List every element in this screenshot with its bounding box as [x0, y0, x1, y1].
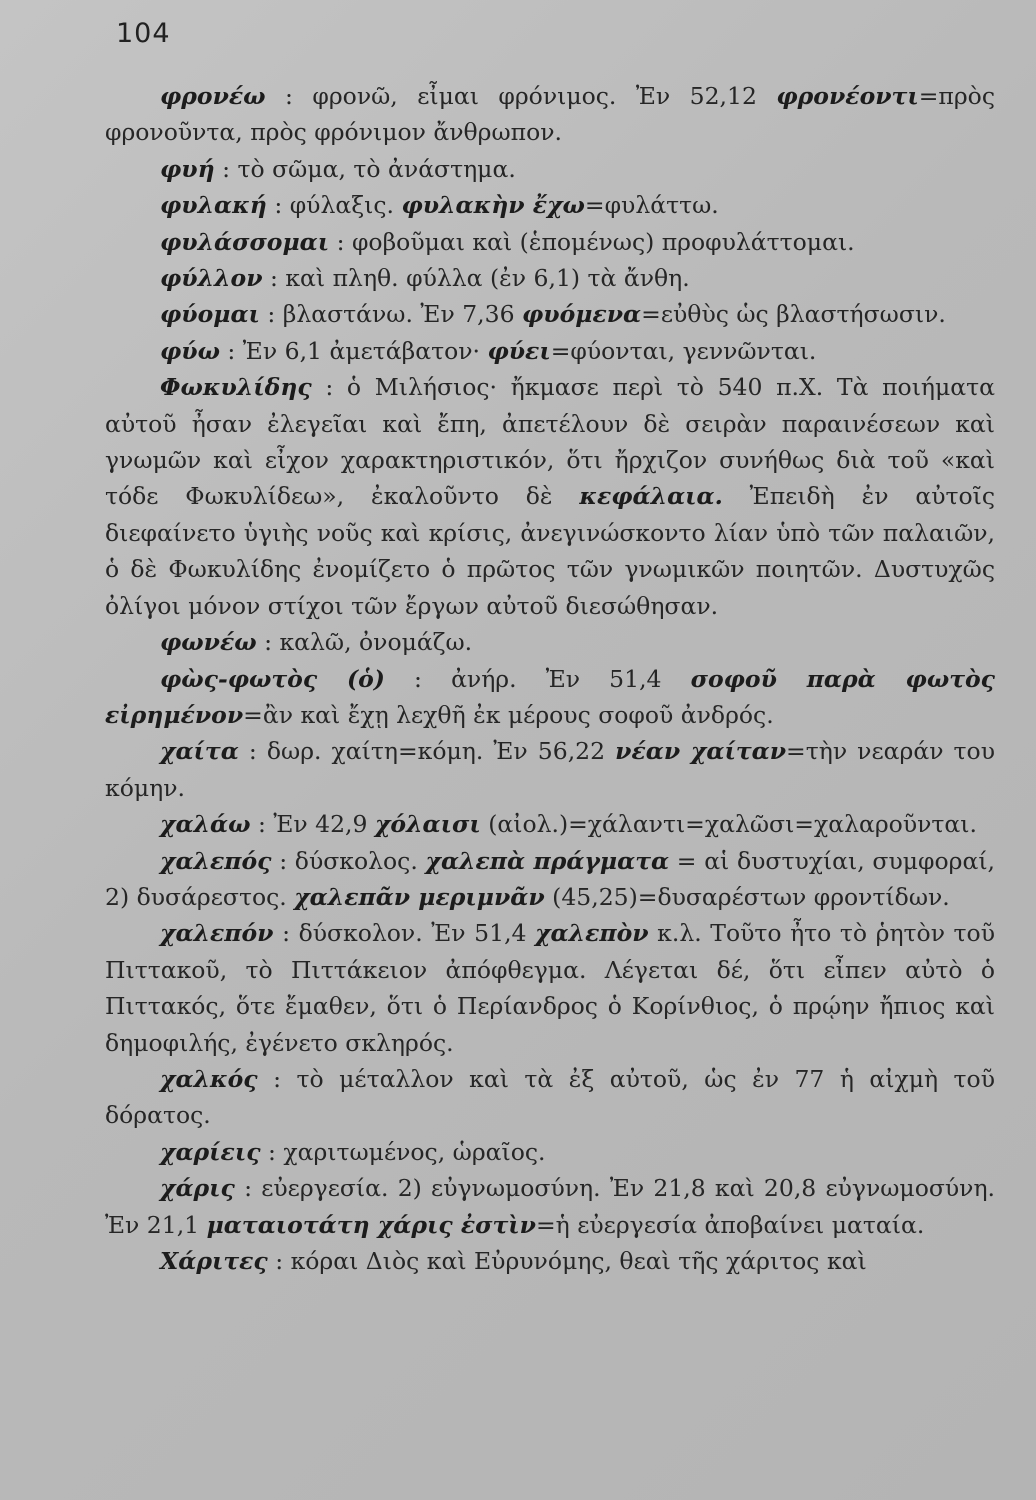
entry-headword: Χάριτες [160, 1247, 268, 1275]
quoted-phrase: σοφοῦ παρὰ φωτὸς εἰρημένον [105, 664, 995, 729]
definition-text: : δύσκολον. Ἐν 51,4 [273, 919, 536, 948]
definition-text: : εὐεργεσία. 2) εὐγνωμοσύνη. Ἐν 21,8 καὶ 20,8 εὐγνωμοσύνη. Ἐν 21,1 [105, 1174, 995, 1239]
glossary-entry [105, 733, 995, 806]
glossary-entry [105, 1170, 995, 1243]
entry-headword: φωνέω [160, 628, 257, 657]
quoted-phrase: νέαν χαίταν [615, 737, 787, 766]
entry-headword: χαλκός [160, 1064, 258, 1093]
glossary-entry [105, 151, 995, 187]
glossary-entries [105, 78, 995, 1279]
quoted-phrase: φυλακὴν ἔχω [401, 191, 585, 220]
definition-text: : δωρ. χαίτη=κόμη. Ἐν 56,22 [238, 737, 616, 766]
definition-text: =εὐθὺς ὡς βλαστήσωσιν. [641, 300, 946, 329]
definition-text: =ἡ εὐεργεσία ἀποβαίνει ματαία. [535, 1210, 925, 1239]
definition-text: : κόραι Διὸς καὶ Εὐρυνόμης, θεαὶ τῆς χάριτος καὶ [267, 1247, 867, 1275]
definition-text: (45,25)=δυσαρέστων φροντίδων. [544, 882, 950, 911]
entry-headword: χαλάω [160, 810, 251, 839]
quoted-phrase: φρονέοντι [776, 82, 919, 110]
quoted-phrase: ματαιοτάτη χάρις ἐστὶν [206, 1210, 536, 1239]
definition-text: : βλαστάνω. Ἐν 7,36 [259, 300, 523, 329]
definition-text: : ὁ Μιλήσιος· ἤκμασε περὶ τὸ 540 π.Χ. Τὰ ποιήματα αὐτοῦ ἦσαν ἐλεγεῖαι καὶ ἔπη, ἀπετέλουν δὲ σειρὰν παραινέσεων καὶ γνωμῶν καὶ εἶχον χαρακτηριστικόν, ὅτι ἤρχιζον συνήθως διὰ τοῦ «καὶ τόδε Φωκυλίδεω», ἐκαλοῦντο δὲ [105, 373, 995, 511]
definition-text: : φοβοῦμαι καὶ (ἑπομένως) προφυλάττομαι. [329, 227, 855, 256]
definition-text: (αἰολ.)=χάλαντι=χαλῶσι=χαλαροῦνται. [480, 810, 977, 839]
definition-text: : φρονῶ, εἶμαι φρόνιμος. Ἐν 52,12 [265, 82, 777, 110]
entry-headword: Φωκυλίδης [160, 373, 312, 402]
entry-headword: φρονέω [160, 82, 266, 110]
entry-headword: φύω [160, 336, 220, 365]
definition-text: : δύσκολος. [271, 846, 426, 875]
entry-headword: φύομαι [160, 300, 260, 329]
quoted-phrase: κεφάλαια. [579, 482, 723, 511]
definition-text: : ἀνήρ. Ἐν 51,4 [384, 664, 691, 693]
entry-headword: χαρίεις [160, 1137, 261, 1166]
definition-text: : καλῶ, ὀνομάζω. [256, 628, 473, 657]
definition-text: : Ἐν 6,1 ἀμετάβατον· [219, 336, 488, 365]
glossary-entry [105, 1243, 995, 1279]
definition-text: : τὸ μέταλλον καὶ τὰ ἐξ αὐτοῦ, ὡς ἐν 77 ἡ αἰχμὴ τοῦ δόρατος. [105, 1064, 995, 1130]
definition-text: : τὸ σῶμα, τὸ ἀνάστημα. [214, 154, 516, 183]
entry-headword: χάρις [160, 1174, 235, 1203]
entry-headword: χαλεπόν [160, 919, 274, 948]
definition-text: : Ἐν 42,9 [250, 810, 375, 839]
definition-text: : καὶ πληθ. φύλλα (ἐν 6,1) τὰ ἄνθη. [262, 264, 690, 293]
glossary-entry [105, 78, 995, 151]
glossary-entry [105, 1061, 995, 1134]
definition-text: = αἱ δυστυχίαι, συμφοραί, 2) δυσάρεστος. [105, 846, 996, 911]
page-number: 104 [116, 18, 171, 49]
quoted-phrase: χαλεπὸν [535, 919, 649, 948]
definition-text: =ἂν καὶ ἔχῃ λεχθῆ ἐκ μέρους σοφοῦ ἀνδρός. [243, 700, 774, 729]
entry-headword: φυή [160, 154, 215, 183]
quoted-phrase: φύει [487, 336, 551, 365]
glossary-entry [105, 224, 995, 260]
entry-headword: χαλεπός [160, 846, 272, 875]
quoted-phrase: χαλεπᾶν μεριμνᾶν [294, 882, 545, 911]
definition-text: Ἐπειδὴ ἐν αὐτοῖς διεφαίνετο ὑγιὴς νοῦς καὶ κρίσις, ἀνεγινώσκοντο λίαν ὑπὸ τῶν παλαιῶν, ὁ δὲ Φωκυλίδης ἐνομίζετο ὁ πρῶτος τῶν γνωμικῶν ποιητῶν. Δυστυχῶς ὀλίγοι μόνον στίχοι τῶν ἔργων αὐτοῦ διεσώθησαν. [105, 482, 996, 620]
entry-headword: χαίτα [160, 737, 239, 766]
glossary-entry [105, 806, 995, 842]
entry-headword: φὼς-φωτὸς (ὁ) [160, 664, 385, 693]
glossary-entry [105, 1134, 995, 1170]
glossary-entry [105, 661, 995, 734]
entry-headword: φυλάσσομαι [160, 227, 330, 256]
definition-text: =πρὸς φρονοῦντα, πρὸς φρόνιμον ἄνθρωπον. [105, 82, 995, 147]
glossary-entry [105, 187, 995, 223]
definition-text: : χαριτωμένος, ὡραῖος. [260, 1137, 546, 1166]
definition-text: : φύλαξις. [266, 191, 402, 220]
glossary-entry [105, 915, 995, 1061]
glossary-entry [105, 296, 995, 332]
glossary-entry [105, 843, 995, 916]
definition-text: =τὴν νεαράν του κόμην. [105, 737, 995, 802]
quoted-phrase: φυόμενα [522, 300, 642, 329]
definition-text: =φυλάττω. [584, 191, 719, 220]
entry-headword: φυλακή [160, 191, 267, 220]
definition-text: κ.λ. Τοῦτο ἦτο τὸ ῥητὸν τοῦ Πιττακοῦ, τὸ Πιττάκειον ἀπόφθεγμα. Λέγεται δέ, ὅτι εἶπεν αὐτὸ ὁ Πιττακός, ὅτε ἔμαθεν, ὅτι ὁ Περίανδρος ὁ Κορίνθιος, ὁ πρῴην ἤπιος καὶ δημοφιλής, ἐγένετο σκληρός. [105, 919, 995, 1057]
definition-text: =φύονται, γεννῶνται. [550, 336, 817, 365]
glossary-entry [105, 369, 995, 624]
quoted-phrase: χόλαισι [374, 810, 481, 839]
entry-headword: φύλλον [160, 264, 263, 293]
quoted-phrase: χαλεπὰ πράγματα [425, 846, 670, 875]
glossary-entry [105, 333, 995, 369]
glossary-entry [105, 624, 995, 660]
glossary-entry [105, 260, 995, 296]
